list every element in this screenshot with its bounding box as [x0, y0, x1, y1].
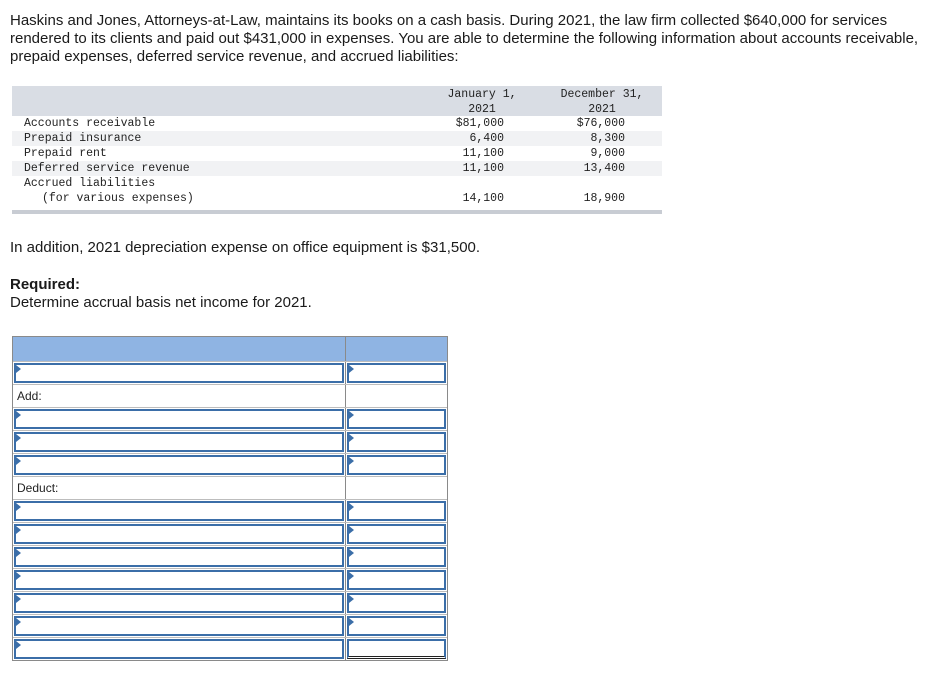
december-value: $76,000 [576, 117, 625, 130]
january-value: 11,100 [462, 147, 504, 160]
december-value: 8,300 [590, 132, 625, 145]
january-value: 14,100 [462, 192, 504, 205]
row-label: Prepaid rent [24, 147, 107, 160]
dropdown-marker-icon [16, 549, 21, 557]
column-header-december: December 31, 2021 [560, 88, 644, 116]
description-input[interactable] [14, 570, 344, 590]
worksheet-row [13, 545, 447, 568]
worksheet-row [13, 568, 447, 591]
worksheet-row-deduct [13, 476, 447, 499]
net-income-label-input[interactable] [14, 639, 344, 659]
dropdown-marker-icon [349, 526, 354, 534]
worksheet-row-add [13, 384, 447, 407]
description-input[interactable] [14, 501, 344, 521]
dropdown-marker-icon [16, 526, 21, 534]
january-value: $81,000 [455, 117, 504, 130]
worksheet-row [13, 591, 447, 614]
problem-intro: Haskins and Jones, Attorneys-at-Law, maintains its books on a cash basis. During 2021, the law firm collected $640,000 for services rendered to its clients and paid out $431,000 in expenses. You are able to determine the following information about accounts receivable, prepaid expenses, deferred service revenue, and accrued liabilities: [10, 12, 919, 65]
december-value: 13,400 [583, 162, 625, 175]
dropdown-marker-icon [349, 434, 354, 442]
worksheet-header-row [13, 337, 447, 361]
amount-input[interactable] [347, 570, 446, 590]
description-input[interactable] [14, 524, 344, 544]
row-label: Prepaid insurance [24, 132, 142, 145]
amount-input[interactable] [347, 455, 446, 475]
deduct-label: Deduct: [17, 481, 59, 495]
dropdown-marker-icon [16, 641, 21, 649]
add-label: Add: [17, 389, 42, 403]
required-instruction: Determine accrual basis net income for 2021. [10, 294, 312, 311]
description-input[interactable] [14, 455, 344, 475]
net-income-amount-input[interactable] [347, 639, 446, 659]
table-row [12, 131, 662, 146]
description-input[interactable] [14, 616, 344, 636]
table-bottom-rule [12, 210, 662, 214]
dropdown-marker-icon [16, 365, 21, 373]
row-label: (for various expenses) [42, 192, 194, 205]
worksheet-row [13, 614, 447, 637]
description-input[interactable] [14, 409, 344, 429]
amount-input[interactable] [347, 501, 446, 521]
amount-input[interactable] [347, 547, 446, 567]
dropdown-marker-icon [16, 572, 21, 580]
december-value: 9,000 [590, 147, 625, 160]
amount-input[interactable] [347, 409, 446, 429]
dropdown-marker-icon [349, 595, 354, 603]
dropdown-marker-icon [16, 457, 21, 465]
dropdown-marker-icon [16, 434, 21, 442]
answer-worksheet [12, 336, 448, 661]
balances-table-header [12, 86, 662, 116]
description-input[interactable] [14, 432, 344, 452]
dropdown-marker-icon [349, 503, 354, 511]
amount-input[interactable] [347, 432, 446, 452]
dropdown-marker-icon [16, 595, 21, 603]
depreciation-note: In addition, 2021 depreciation expense on office equipment is $31,500. [10, 239, 481, 256]
row-label: Deferred service revenue [24, 162, 190, 175]
table-row [12, 146, 662, 161]
table-row [12, 116, 662, 131]
amount-input[interactable] [347, 363, 446, 383]
worksheet-row [13, 522, 447, 545]
worksheet-row [13, 430, 447, 453]
worksheet-row [13, 361, 447, 384]
january-value: 11,100 [462, 162, 504, 175]
dropdown-marker-icon [349, 457, 354, 465]
dropdown-marker-icon [349, 549, 354, 557]
dropdown-marker-icon [349, 618, 354, 626]
header-cell-description [13, 337, 346, 361]
worksheet-total-row [13, 637, 447, 660]
worksheet-row [13, 407, 447, 430]
description-input[interactable] [14, 363, 344, 383]
table-row [12, 191, 662, 206]
table-row [12, 176, 662, 191]
row-label: Accrued liabilities [24, 177, 156, 190]
header-cell-amount [346, 337, 447, 361]
january-value: 6,400 [469, 132, 504, 145]
amount-input[interactable] [347, 616, 446, 636]
description-input[interactable] [14, 593, 344, 613]
column-header-january: January 1, 2021 [447, 88, 517, 116]
worksheet-row [13, 453, 447, 476]
balances-table [12, 86, 662, 214]
description-input[interactable] [14, 547, 344, 567]
dropdown-marker-icon [349, 365, 354, 373]
required-heading: Required: [10, 276, 81, 293]
amount-input[interactable] [347, 593, 446, 613]
dropdown-marker-icon [16, 503, 21, 511]
worksheet-row [13, 499, 447, 522]
december-value: 18,900 [583, 192, 625, 205]
dropdown-marker-icon [16, 618, 21, 626]
dropdown-marker-icon [349, 411, 354, 419]
row-label: Accounts receivable [24, 117, 156, 130]
dropdown-marker-icon [349, 572, 354, 580]
table-row [12, 161, 662, 176]
dropdown-marker-icon [16, 411, 21, 419]
amount-input[interactable] [347, 524, 446, 544]
